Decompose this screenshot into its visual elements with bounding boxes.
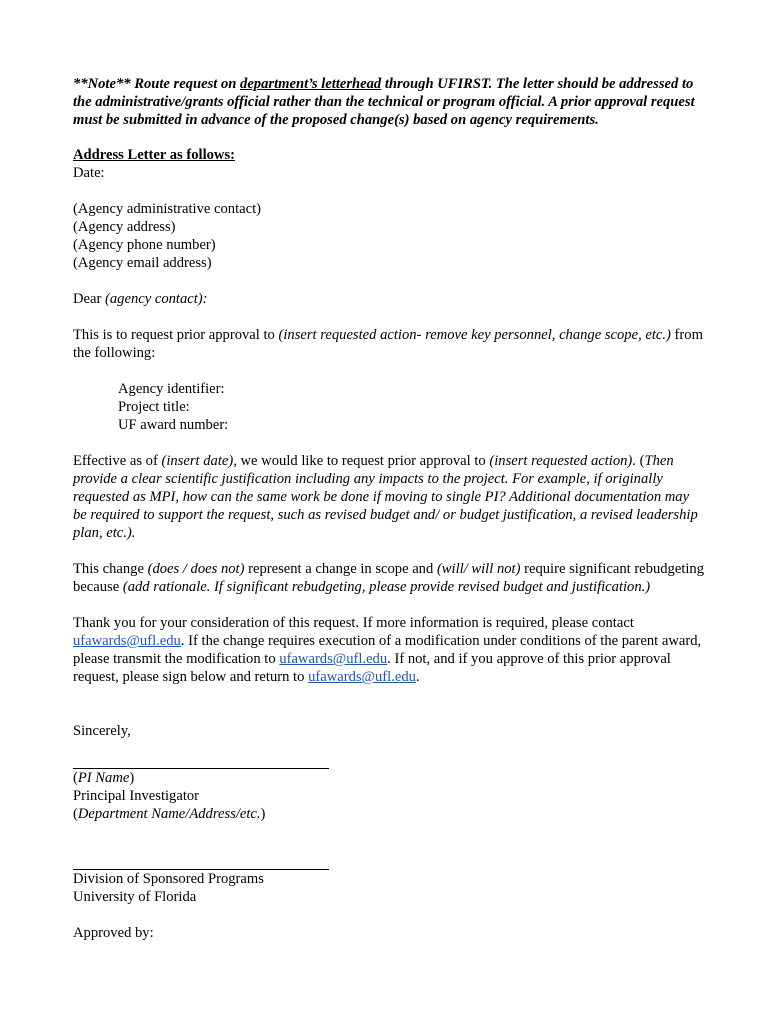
approved-by-label: Approved by: xyxy=(73,925,154,941)
agency-contact-line: (Agency administrative contact) xyxy=(73,201,262,217)
scope-change-paragraph: This change (does / does not) represent a change in scope and (will/ will not) require significant rebudgeting because (add rationale. If significant rebudgeting, please provide revised budget and justification.) xyxy=(73,561,705,595)
effective-paragraph: Effective as of (insert date), we would like to request prior approval to (insert requested action). (Then provide a clear scientific justification including any impacts to the project. For example, if originally requested as MPI, how can the same work be done if moving to single PI? Additional documentation may be required to support the request, such as revised budget and/ or budget justification, a revised leadership plan, etc.). xyxy=(73,453,698,541)
agency-phone-line: (Agency phone number) xyxy=(73,237,216,253)
routing-note: **Note** Route request on department’s letterhead through UFIRST. The letter should be addressed to the administrative/grants official rather than the technical or program official. A prior approval request must be submitted in advance of the proposed change(s) based on agency requirements. xyxy=(73,76,695,128)
closing: Sincerely, xyxy=(73,723,131,739)
salutation: Dear (agency contact): xyxy=(73,291,208,307)
ufawards-email-link[interactable]: ufawards@ufl.edu xyxy=(308,669,416,685)
agency-email-line: (Agency email address) xyxy=(73,255,212,271)
pi-department: (Department Name/Address/etc.) xyxy=(73,806,266,822)
pi-name: (PI Name) xyxy=(73,770,135,786)
ufawards-email-link[interactable]: ufawards@ufl.edu xyxy=(279,651,388,667)
project-title-label: Project title: xyxy=(118,399,190,415)
request-paragraph: This is to request prior approval to (insert requested action- remove key personnel, change scope, etc.) from the following: xyxy=(73,327,703,361)
agency-identifier-label: Agency identifier: xyxy=(118,381,225,397)
university-name: University of Florida xyxy=(73,889,197,905)
thanks-paragraph: Thank you for your consideration of this request. If more information is required, please contact ufawards@ufl.edu. If the change requires execution of a modification under conditions of the parent award, please transmit the modification to ufawards@ufl.edu. If not, and if you approve of this prior approval request, please sign below and return to ufawards@ufl.edu. xyxy=(73,615,702,685)
ufawards-email-link[interactable]: ufawards@ufl.edu xyxy=(73,633,181,649)
pi-title: Principal Investigator xyxy=(73,788,200,804)
address-heading: Address Letter as follows: xyxy=(73,147,236,163)
uf-award-number-label: UF award number: xyxy=(118,417,229,433)
agency-address-line: (Agency address) xyxy=(73,219,176,235)
letter-template xyxy=(73,75,705,942)
dsp-name: Division of Sponsored Programs xyxy=(73,871,264,887)
date-label: Date: xyxy=(73,165,105,181)
letterhead-text: department’s letterhead xyxy=(240,76,382,92)
